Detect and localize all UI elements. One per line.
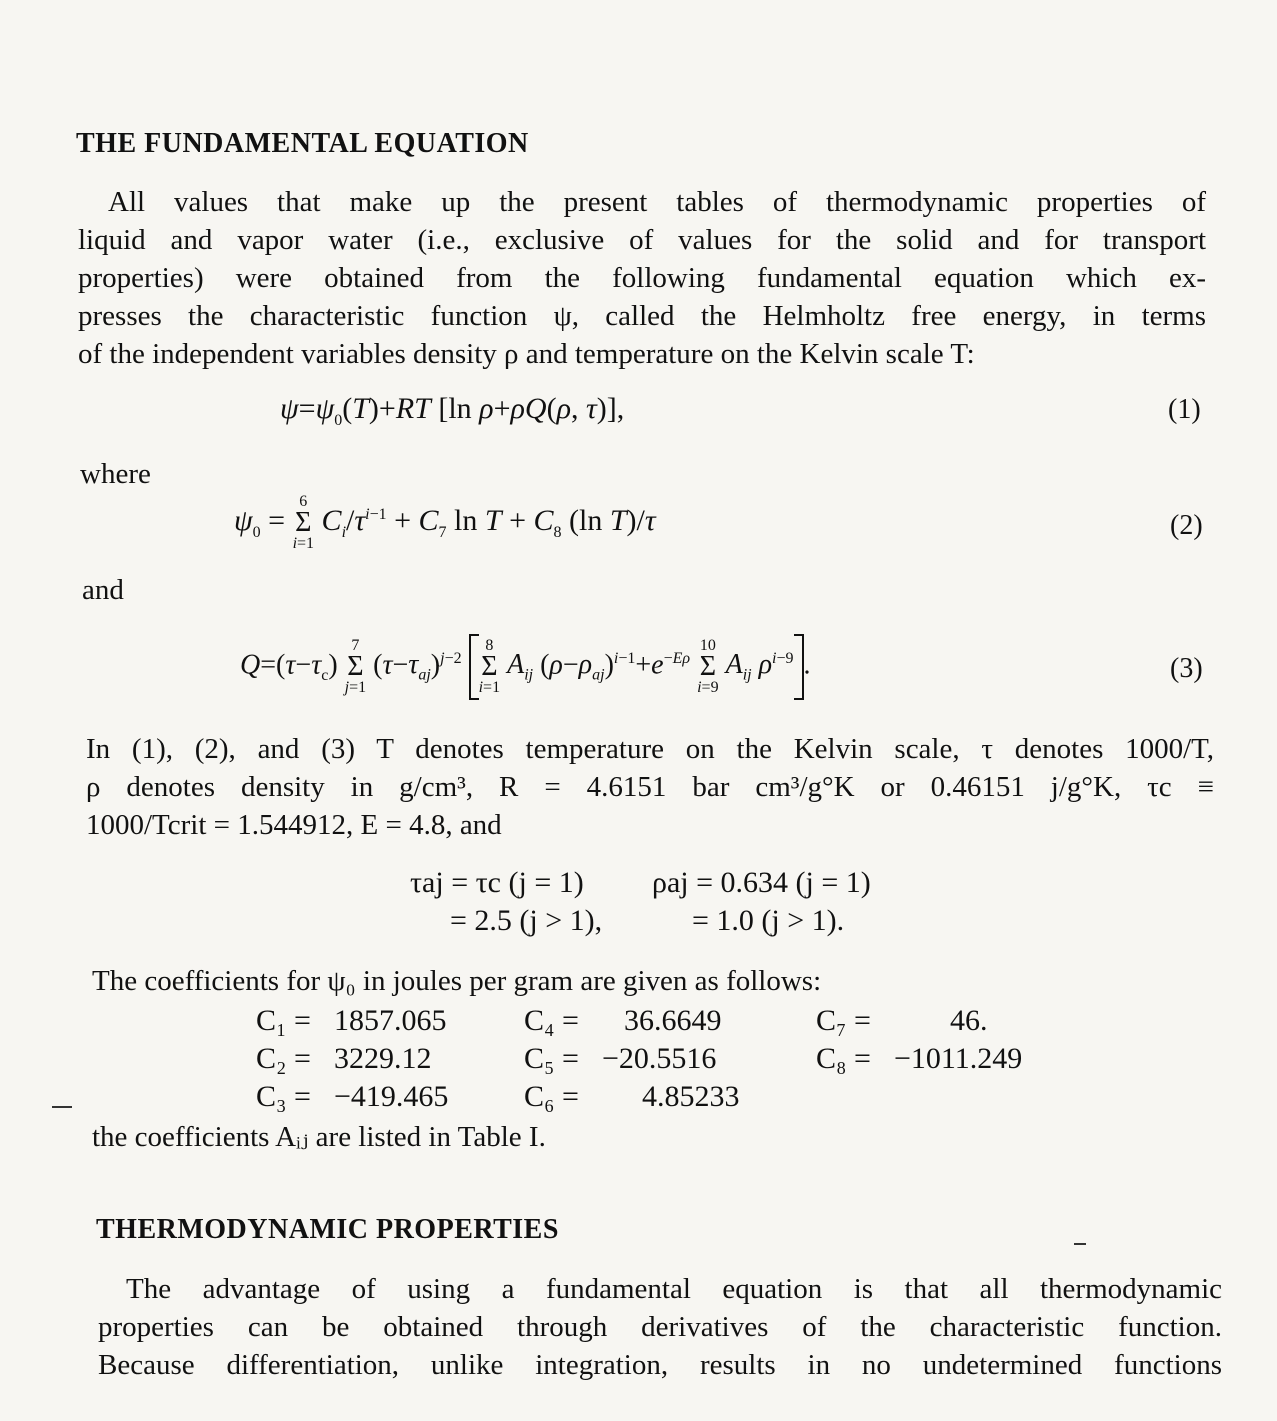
paragraph-line: In (1), (2), and (3) T denotes temperature on the Kelvin scale, τ denotes 1000/T, — [86, 733, 1214, 765]
intro-paragraph — [78, 183, 1206, 373]
paragraph-line: All values that make up the present tables of thermodynamic properties of — [108, 186, 1206, 218]
section-heading-fundamental-equation: THE FUNDAMENTAL EQUATION — [76, 128, 529, 159]
and-label: and — [82, 574, 124, 606]
paragraph-line: ρ denotes density in g/cm³, R = 4.6151 bar cm³/g°K or 0.46151 j/g°K, τc ≡ — [86, 771, 1214, 803]
coef-c5-value: −20.5516 — [602, 1042, 717, 1075]
coefficient-intro — [92, 962, 1192, 1000]
coef-c6-name: C₆ = — [524, 1080, 579, 1113]
coef-c8-value: −1011.249 — [894, 1042, 1023, 1075]
thermodynamic-paragraph — [98, 1270, 1222, 1384]
coef-c7-name: C₇ = — [816, 1004, 871, 1037]
rho-aj-line-1: ρaj = 0.634 (j = 1) — [652, 866, 871, 899]
equation-3: $Q=(\tau-\tau_c)$ 7 Σ j=1 $(\tau-\tau_{aj})^{j-2}$ 8 Σ i=1 $A_{ij}$ $(\rho-\rho_{aj})^{i-1}+e^{-E\rho}$ 10 Σ i=9 $A_{ij}$ $\rho^{i-9}$ . — [240, 634, 811, 700]
coef-c1-value: 1857.065 — [334, 1004, 447, 1037]
tau-aj-line-2: = 2.5 (j > 1), — [450, 904, 603, 937]
coef-c3-value: −419.465 — [334, 1080, 449, 1113]
coef-c3-name: C₃ = — [256, 1080, 311, 1113]
paragraph-line: presses the characteristic function ψ, called the Helmholtz free energy, in terms — [78, 300, 1206, 332]
summation-symbol: 10 Σ i=9 — [697, 637, 719, 696]
tau-aj-line-1: τaj = τc (j = 1) — [410, 866, 584, 899]
summation-symbol: 6 Σ i=1 — [292, 493, 315, 552]
summation-symbol: 8 Σ i=1 — [478, 637, 501, 696]
coef-c6-value: 4.85233 — [642, 1080, 740, 1113]
paragraph-line: properties can be obtained through derivatives of the characteristic function. — [98, 1311, 1222, 1343]
equation-1: $\psi=\psi_0(T)+RT$ [ln ρ+ρQ(ρ, τ)], — [280, 392, 625, 429]
summation-symbol: 7 Σ j=1 — [344, 637, 367, 696]
coef-c1-name: C₁ = — [256, 1004, 311, 1037]
paragraph-line: The advantage of using a fundamental equation is that all thermodynamic — [126, 1273, 1222, 1305]
section-heading-thermodynamic-properties: THERMODYNAMIC PROPERTIES — [96, 1214, 559, 1245]
coef-c7-value: 46. — [950, 1004, 988, 1037]
table-reference — [92, 1118, 1192, 1156]
paragraph-line: of the independent variables density ρ and temperature on the Kelvin scale T: — [78, 338, 975, 370]
margin-dash — [1074, 1243, 1086, 1245]
margin-dash — [52, 1106, 72, 1108]
coef-c5-name: C₅ = — [524, 1042, 579, 1075]
paragraph-line: 1000/Tcrit = 1.544912, E = 4.8, and — [86, 809, 502, 841]
equation-2: $\psi_0$ = 6 Σ i=1 $C_i/\tau^{i-1} + C_7$ $\ln T + C_8$ (ln T)/τ — [234, 493, 656, 552]
equation-2-number: (2) — [1170, 510, 1203, 541]
definitions-paragraph — [86, 730, 1214, 844]
paragraph-line: Because differentiation, unlike integration, results in no undetermined functions — [98, 1349, 1222, 1381]
rho-aj-line-2: = 1.0 (j > 1). — [692, 904, 845, 937]
paragraph-line: the coefficients Aᵢⱼ are listed in Table I. — [92, 1121, 546, 1153]
coef-c2-value: 3229.12 — [334, 1042, 432, 1075]
equation-3-number: (3) — [1170, 653, 1203, 684]
equation-1-number: (1) — [1168, 394, 1201, 425]
coef-c4-name: C₄ = — [524, 1004, 579, 1037]
coef-c8-name: C₈ = — [816, 1042, 871, 1075]
coef-c2-name: C₂ = — [256, 1042, 311, 1075]
paragraph-line: The coefficients for ψ₀ in joules per gram are given as follows: — [92, 965, 822, 997]
where-label: where — [80, 458, 151, 490]
coef-c4-value: 36.6649 — [624, 1004, 722, 1037]
paragraph-line: liquid and vapor water (i.e., exclusive of values for the solid and for transport — [78, 224, 1206, 256]
paragraph-line: properties) were obtained from the following fundamental equation which ex- — [78, 262, 1206, 294]
